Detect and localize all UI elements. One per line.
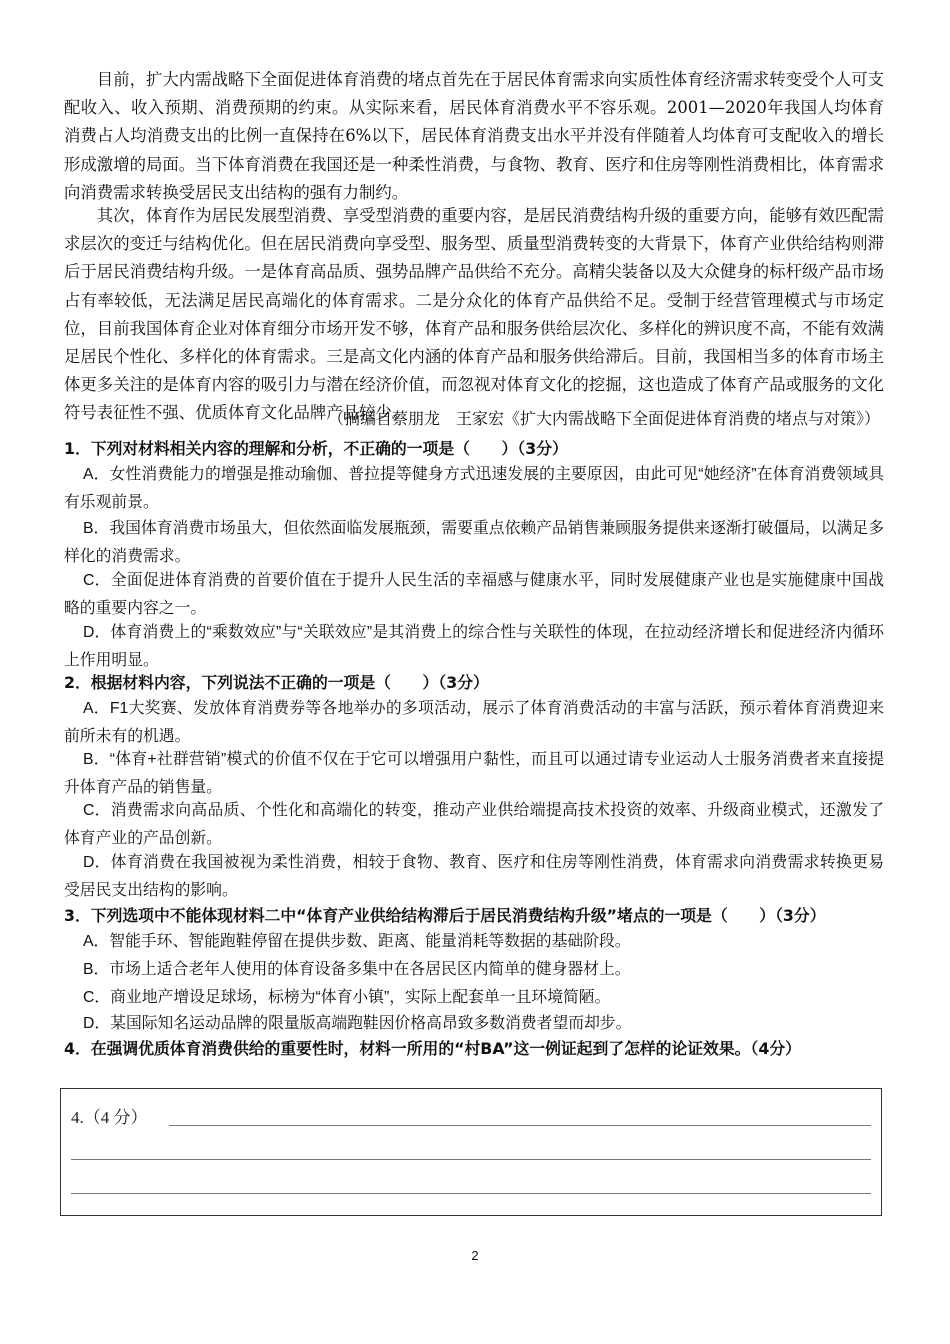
material-paragraph-2: 其次，体育作为居民发展型消费、享受型消费的重要内容，是居民消费结构升级的重要方向，能够有效匹配需求层次的变迁与结构优化。但在居民消费向享受型、服务型、质量型消费转变的大背景下，体育产业供给结构则滞后于居民消费结构升级。一是体育高品质、强势品牌产品供给不充分。高精尖装备以及大众健身的标杆级产品市场占有率较低，无法满足居民高端化的体育需求。二是分众化的体育产品供给不足。受制于经营管理模式与市场定位，目前我国体育企业对体育细分市场开发不够，体育产品和服务供给层次化、多样化的辨识度不高，不能有效满足居民个性化、多样化的体育需求。三是高文化内涵的体育产品和服务供给滞后。目前，我国相当多的体育市场主体更多关注的是体育内容的吸引力与潜在经济价值，而忽视对体育文化的挖掘，这也造成了体育产品或服务的文化符号表征性不强、优质体育文化品牌产品较少。: [64, 206, 884, 423]
question-1-option-b: B．我国体育消费市场虽大，但依然面临发展瓶颈，需要重点依赖产品销售兼顾服务提供来逐渐打破僵局，以满足多样化的消费需求。: [64, 520, 884, 566]
question-4-title: 4．在强调优质体育消费供给的重要性时，材料一所用的“村BA”这一例证起到了怎样的论证效果。（4分）: [64, 1039, 801, 1058]
answer-box[interactable]: [60, 1088, 882, 1216]
question-2-option-a: A．F1大奖赛、发放体育消费券等各地举办的多项活动，展示了体育消费活动的丰富与活跃，预示着体育消费迎来前所未有的机遇。: [64, 700, 884, 746]
question-3-option-a: A．智能手环、智能跑鞋停留在提供步数、距离、能量消耗等数据的基础阶段。: [82, 933, 631, 950]
question-1-title: 1．下列对材料相关内容的理解和分析，不正确的一项是（ ）（3分）: [64, 439, 568, 458]
answer-line[interactable]: [71, 1159, 871, 1160]
question-2-option-b: B．“体育+社群营销”模式的价值不仅在于它可以增强用户黏性，而且可以通过请专业运动人士服务消费者来直接提升体育产品的销售量。: [64, 751, 884, 797]
answer-line[interactable]: [71, 1193, 871, 1194]
question-3-title: 3．下列选项中不能体现材料二中“体育产业供给结构滞后于居民消费结构升级”堵点的一项是（ ）（3分）: [64, 906, 826, 925]
page-number: 2: [471, 1248, 479, 1263]
answer-line[interactable]: [169, 1125, 871, 1126]
question-3-option-c: C．商业地产增设足球场，标榜为“体育小镇”，实际上配套单一且环境简陋。: [82, 989, 611, 1006]
material-paragraph-1: 目前，扩大内需战略下全面促进体育消费的堵点首先在于居民体育需求向实质性体育经济需求转变受个人可支配收入、收入预期、消费预期的约束。从实际来看，居民体育消费水平不容乐观。2001—2020年我国人均体育消费占人均消费支出的比例一直保持在6%以下，居民体育消费支出水平并没有伴随着人均体育可支配收入的增长形成激增的局面。当下体育消费在我国还是一种柔性消费，与食物、教育、医疗和住房等刚性消费相比，体育需求向消费需求转换受居民支出结构的强有力制约。: [64, 70, 884, 202]
question-2-title: 2．根据材料内容，下列说法不正确的一项是（ ）（3分）: [64, 673, 489, 692]
question-2-option-d: D．体育消费在我国被视为柔性消费，相较于食物、教育、医疗和住房等刚性消费，体育需求向消费需求转换更易受居民支出结构的影响。: [64, 854, 884, 900]
question-3-option-b: B．市场上适合老年人使用的体育设备多集中在各居民区内简单的健身器材上。: [82, 961, 631, 978]
source-citation: （摘编自蔡朋龙 王家宏《扩大内需战略下全面促进体育消费的堵点与对策》）: [327, 409, 880, 428]
question-3-option-d: D．某国际知名运动品牌的限量版高端跑鞋因价格高昂致多数消费者望而却步。: [82, 1015, 632, 1032]
question-1-option-a: A．女性消费能力的增强是推动瑜伽、普拉提等健身方式迅速发展的主要原因，由此可见“她经济”在体育消费领域具有乐观前景。: [64, 466, 884, 512]
question-1-option-d: D．体育消费上的“乘数效应”与“关联效应”是其消费上的综合性与关联性的体现，在拉动经济增长和促进经济内循环上作用明显。: [64, 624, 884, 670]
question-1-option-c: C．全面促进体育消费的首要价值在于提升人民生活的幸福感与健康水平，同时发展健康产业也是实施健康中国战略的重要内容之一。: [64, 572, 884, 618]
answer-label: 4.（4 分）: [71, 1108, 148, 1127]
question-2-option-c: C．消费需求向高品质、个性化和高端化的转变，推动产业供给端提高技术投资的效率、升级商业模式，还激发了体育产业的产品创新。: [64, 802, 884, 848]
